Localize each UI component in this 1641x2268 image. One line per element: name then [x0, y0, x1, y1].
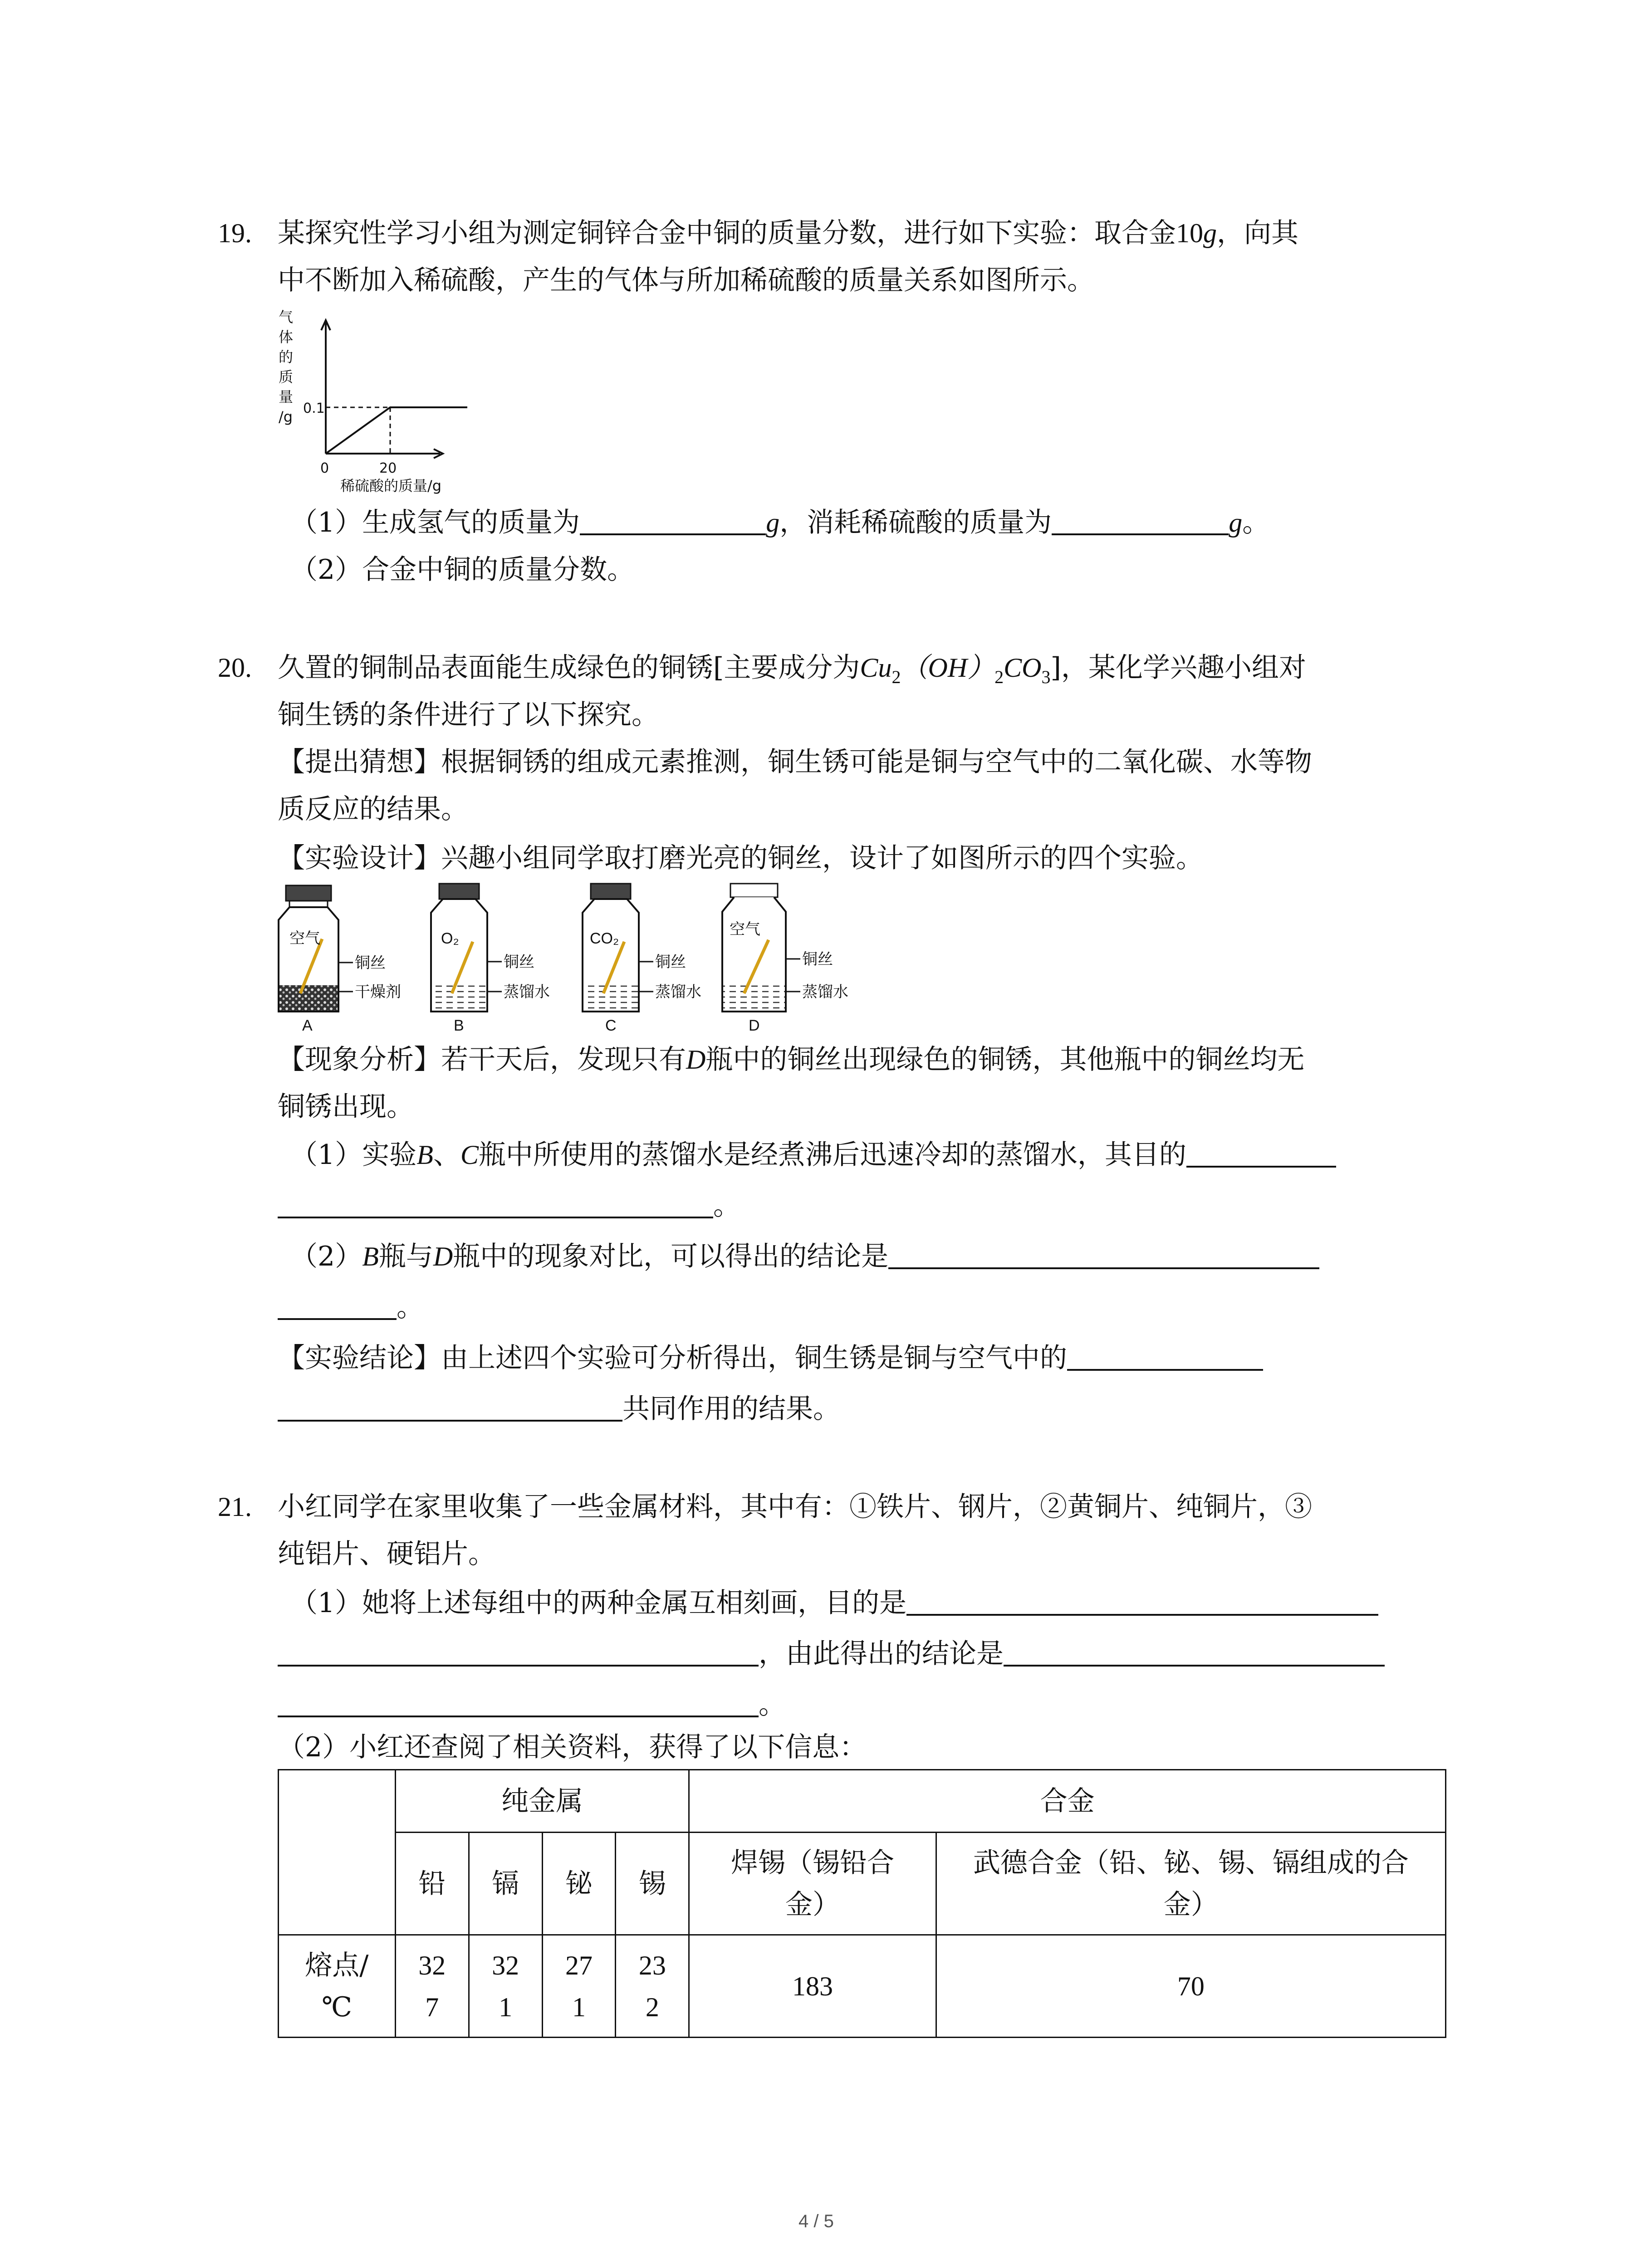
bottle-a-bottom: 干燥剂: [355, 983, 401, 1001]
q20-formula-sub2b: 2: [994, 667, 1004, 687]
q19-sub1-b: ，消耗稀硫酸的质量为: [779, 507, 1052, 538]
q20-formula-oh: （OH）: [901, 653, 995, 683]
q20-sub2-c: 瓶与: [378, 1241, 433, 1272]
bottle-b-wire: 铜丝: [504, 953, 534, 971]
graph-x-tick: 20: [379, 460, 397, 476]
q20-phen-d: D: [686, 1045, 706, 1075]
bottle-a-wire: 铜丝: [355, 954, 386, 972]
q19-number: 19.: [218, 218, 252, 248]
table-alloy2-value: 70: [936, 1935, 1445, 2038]
q19-line1-text: 某探究性学习小组为测定铜锌合金中铜的质量分数，进行如下实验：取合金: [278, 217, 1176, 249]
q21-number: 21.: [218, 1492, 252, 1522]
q21-blank-purpose-2[interactable]: [278, 1633, 759, 1667]
table-corner-cell: [279, 1770, 396, 1935]
q20-number: 20.: [218, 653, 252, 683]
q20-sub1: [290, 1131, 1336, 1178]
table-alloy-header: 合金: [689, 1770, 1446, 1833]
table-row-label: 熔点/℃: [279, 1935, 396, 2038]
q20-line1-a: 久置的铜制品表面能生成绿色的铜锈[主要成分为: [278, 652, 860, 684]
q20-design: 【实验设计】兴趣小组同学取打磨光亮的铜丝，设计了如图所示的四个实验。: [278, 842, 1203, 874]
water-c: [583, 982, 638, 1011]
graph-line: [326, 407, 467, 454]
q20-blank-purpose-1[interactable]: [1186, 1134, 1336, 1168]
q20-phen-2: 铜锈出现。: [278, 1091, 414, 1123]
q21-sub1: [290, 1579, 1378, 1627]
q20-sub1-line2: [278, 1182, 740, 1229]
table-metal-2: 铋: [542, 1833, 616, 1935]
graph-ylabel-3: 质: [279, 368, 294, 386]
q19-sub1-unit: g: [766, 508, 780, 538]
table-value-0: 327: [395, 1935, 469, 2038]
q19-mass: 10: [1176, 218, 1203, 248]
page-number: 4 / 5: [798, 2211, 834, 2231]
q19-line1: [278, 210, 1298, 257]
table-pure-header: 纯金属: [395, 1770, 689, 1833]
q21-sub1-a: （1）她将上述每组中的两种金属互相刻画，目的是: [290, 1587, 907, 1619]
q20-sub2-line2: [278, 1284, 424, 1331]
q20-phen-1a: 【现象分析】若干天后，发现只有: [278, 1044, 686, 1075]
q21-line2: 纯铝片、硬铝片。: [278, 1538, 495, 1570]
bottle-b: [431, 884, 502, 1012]
melting-point-table: [278, 1769, 1446, 2038]
q19-blank-hydrogen[interactable]: [580, 502, 766, 535]
graph-xlabel: 稀硫酸的质量/g: [340, 477, 442, 494]
q20-sub1-e: 瓶中所使用的蒸馏水是经煮沸后迅速冷却的蒸馏水，其目的: [478, 1139, 1186, 1171]
q20-sub2-d: D: [433, 1242, 453, 1271]
q20-blank-conclusion-2[interactable]: [278, 1286, 397, 1320]
q20-concl-a: 【实验结论】由上述四个实验可分析得出，铜生锈是铜与空气中的: [278, 1342, 1067, 1374]
q20-phen-1: [278, 1036, 1304, 1083]
bottle-c-letter: C: [605, 1017, 617, 1034]
q20-blank-conclusion-1[interactable]: [888, 1236, 1319, 1269]
q20-sub2-b: B: [362, 1242, 379, 1271]
q20-sub2-e: 瓶中的现象对比，可以得出的结论是: [453, 1241, 889, 1272]
q21-blank-purpose[interactable]: [906, 1582, 1378, 1616]
water-d: [723, 982, 785, 1011]
table-metal-1: 镉: [469, 1833, 542, 1935]
q21-sub1-line3: [278, 1681, 786, 1728]
water-b: [432, 982, 486, 1011]
q19-sub1: [290, 499, 1269, 546]
q21-blank-conclusion-1[interactable]: [1004, 1633, 1385, 1667]
graph-ylabel-4: 量: [279, 388, 294, 406]
bottle-c-gas: CO₂: [590, 930, 619, 947]
table-metal-0: 铅: [395, 1833, 469, 1935]
q19-sub1-end: 。: [1242, 507, 1270, 538]
q19-sub1-c-unit: g: [1229, 508, 1243, 538]
desiccant: [279, 985, 338, 1011]
q20-concl-line2: [278, 1385, 840, 1432]
q20-sub1-d: C: [460, 1140, 479, 1170]
table-value-1: 321: [469, 1935, 542, 2038]
graph-ylabel-2: 的: [279, 348, 294, 366]
graph-ylabel-5: /g: [279, 408, 293, 425]
q20-formula-cu: Cu: [860, 653, 892, 683]
bottle-d: [722, 884, 800, 1012]
q21-blank-conclusion-2[interactable]: [278, 1684, 759, 1717]
q20-concl: [278, 1334, 1263, 1382]
graph-ylabel-0: 气: [279, 308, 294, 326]
q21-sub2: （2）小红还查阅了相关资料，获得了以下信息：: [278, 1731, 867, 1763]
q19-sub1-a: （1）生成氢气的质量为: [290, 507, 580, 538]
q20-sub2-a: （2）: [290, 1241, 362, 1272]
q20-phen-1b: 瓶中的铜丝出现绿色的铜锈，其他瓶中的铜丝均无: [705, 1044, 1305, 1075]
q20-hypo-1: 【提出猜想】根据铜锈的组成元素推测，铜生锈可能是铜与空气中的二氧化碳、水等物: [278, 746, 1312, 778]
q19-graph: [272, 304, 526, 499]
graph-origin: 0: [320, 460, 329, 476]
bottle-a-letter: A: [302, 1017, 313, 1034]
q21-sub1-line2: [278, 1630, 1385, 1677]
bottle-d-bottom: 蒸馏水: [802, 983, 848, 1001]
bottle-a: [279, 885, 353, 1012]
table-metal-3: 锡: [616, 1833, 689, 1935]
q20-sub2: [290, 1233, 1319, 1280]
q20-bottles-figure: [272, 880, 898, 1034]
graph-y-tick: 0.1: [303, 401, 325, 416]
q20-line1-b: ]，某化学兴趣小组对: [1050, 652, 1306, 684]
q20-sub1-c: 、: [433, 1139, 460, 1171]
table-alloy1-value: 183: [689, 1935, 936, 2038]
q19-line2: 中不断加入稀硫酸，产生的气体与所加稀硫酸的质量关系如图所示。: [278, 264, 1094, 296]
bottle-c-bottom: 蒸馏水: [655, 983, 701, 1001]
q20-concl-b: 共同作用的结果。: [622, 1393, 840, 1425]
bottle-b-gas: O₂: [441, 930, 459, 947]
q20-formula-co3: CO: [1004, 653, 1042, 683]
bottle-a-cap: [286, 885, 331, 901]
q19-sub2: （2）合金中铜的质量分数。: [290, 554, 635, 586]
table-alloy1-name: 焊锡（锡铅合金）: [689, 1833, 936, 1935]
bottle-d-letter: D: [749, 1017, 760, 1034]
q21-line1: 小红同学在家里收集了一些金属材料，其中有：①铁片、钢片，②黄铜片、纯铜片，③: [278, 1491, 1312, 1523]
bottle-d-wire: 铜丝: [802, 951, 833, 968]
q21-sub1-end: 。: [759, 1689, 786, 1721]
q19-mass-unit: g: [1203, 218, 1217, 248]
bottle-a-gas: 空气: [289, 930, 320, 947]
q21-sub1-b: ，由此得出的结论是: [759, 1638, 1004, 1670]
q20-sub1-b: B: [416, 1140, 433, 1170]
q20-hypo-2: 质反应的结果。: [278, 793, 468, 825]
table-alloy2-name: 武德合金（铅、铋、锡、镉组成的合金）: [936, 1833, 1445, 1935]
q20-blank-result-2[interactable]: [278, 1388, 622, 1422]
q20-sub1-end: 。: [713, 1190, 740, 1222]
q19-line1-end: ，向其: [1217, 217, 1298, 249]
bottle-d-gas: 空气: [730, 921, 760, 938]
bottle-b-letter: B: [454, 1017, 464, 1034]
bottle-b-bottom: 蒸馏水: [504, 983, 550, 1001]
bottle-c-wire: 铜丝: [655, 953, 686, 971]
q20-formula-sub2: 2: [892, 667, 901, 687]
q19-blank-acid[interactable]: [1052, 502, 1229, 535]
bottle-c: [583, 884, 653, 1012]
graph-ylabel-1: 体: [279, 328, 294, 346]
q20-blank-purpose-2[interactable]: [278, 1185, 713, 1218]
q20-sub2-end: 。: [397, 1291, 424, 1323]
q20-blank-result-1[interactable]: [1067, 1337, 1263, 1371]
table-value-3: 232: [616, 1935, 689, 2038]
table-value-2: 271: [542, 1935, 616, 2038]
q20-formula-sub3: 3: [1041, 667, 1051, 687]
q20-line2: 铜生锈的条件进行了以下探究。: [278, 699, 659, 731]
q20-sub1-a: （1）实验: [290, 1139, 417, 1171]
